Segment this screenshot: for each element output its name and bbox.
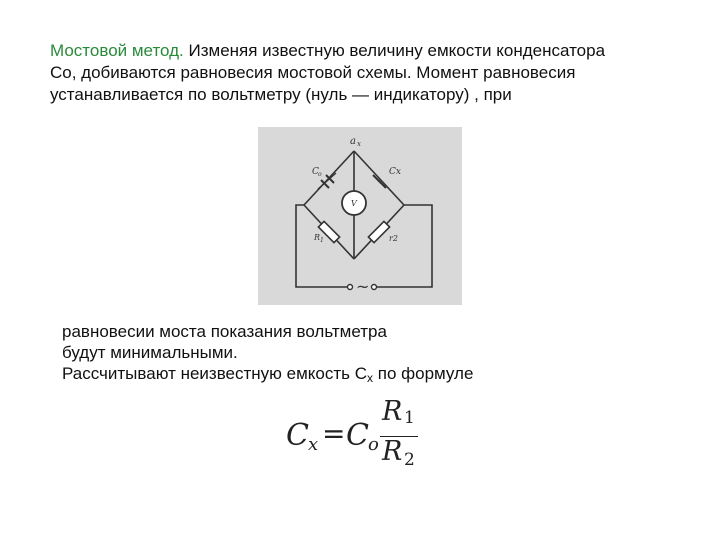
- formula-numerator: R: [382, 396, 403, 427]
- label-top-node: a: [350, 136, 356, 147]
- label-right-cap: Cx: [389, 167, 401, 177]
- source-terminal-left: [348, 285, 353, 290]
- result-line-3-suffix: по формуле: [373, 364, 474, 383]
- result-line-3: [62, 363, 682, 384]
- intro-paragraph: [50, 40, 690, 106]
- label-left-resistor-sub: 1: [320, 237, 324, 244]
- result-line-3-sub: x: [367, 371, 374, 385]
- formula-denominator: R: [382, 436, 403, 467]
- formula-c-sub: o: [368, 434, 379, 455]
- formula-cx: C: [286, 418, 309, 453]
- label-left-cap-sub: o: [318, 171, 322, 178]
- formula-denominator-sub: 2: [404, 450, 415, 470]
- formula-cx-sub: x: [308, 434, 319, 455]
- label-right-resistor: r2: [389, 234, 398, 243]
- intro-line-1-text: Изменяя известную величину емкости конденсатора: [183, 41, 606, 60]
- result-line-2: будут минимальными.: [62, 343, 238, 362]
- label-left-cap: C: [312, 167, 319, 177]
- capacitor-right: [373, 175, 386, 188]
- resistor-right: [368, 221, 389, 242]
- intro-line-1: [50, 40, 690, 62]
- result-line-1: равновесии моста показания вольтметра: [62, 322, 387, 341]
- label-left-resistor: R: [314, 233, 321, 242]
- capacitance-formula: [282, 398, 432, 474]
- result-paragraph: [62, 321, 682, 384]
- wire-outer-right: [374, 205, 432, 287]
- formula-numerator-sub: 1: [404, 408, 415, 428]
- intro-line-3: устанавливается по вольтметру (нуль — индикатору) , при: [50, 85, 512, 104]
- result-line-3-prefix: Рассчитывают неизвестную емкость С: [62, 364, 368, 383]
- formula-equals: =: [322, 417, 346, 450]
- intro-line-2: Со, добиваются равновесия мостовой схемы. Момент равновесия: [50, 63, 576, 82]
- label-ac-source: ~: [356, 277, 370, 296]
- label-top-node-sub: x: [357, 140, 361, 148]
- source-terminal-right: [372, 285, 377, 290]
- bridge-circuit-diagram: [258, 127, 462, 305]
- formula-c: C: [346, 418, 369, 453]
- bridge-circuit-svg: [258, 127, 462, 305]
- label-voltmeter: V: [351, 199, 357, 208]
- method-title: Мостовой метод.: [50, 41, 184, 60]
